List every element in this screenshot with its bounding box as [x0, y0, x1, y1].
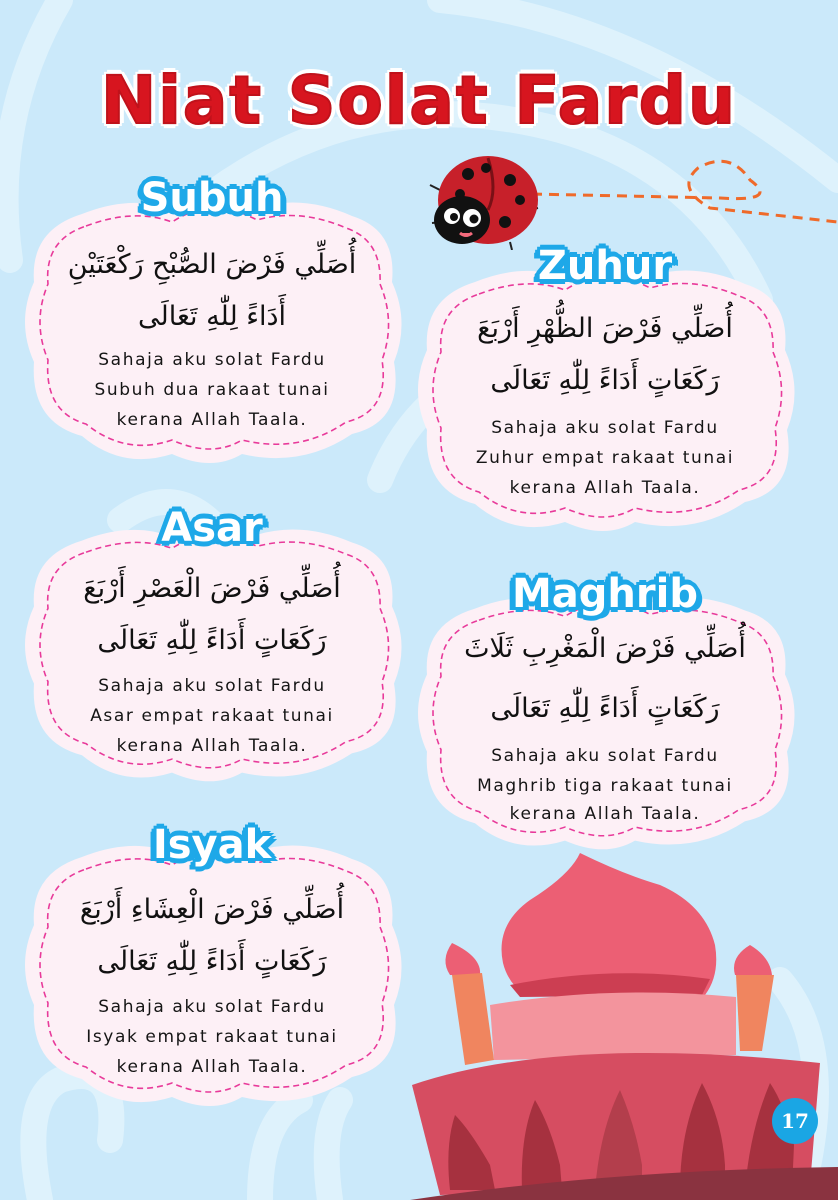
rumi-line-3: kerana Allah Taala.	[509, 804, 701, 824]
rumi-line-2: Zuhur empat rakaat tunai	[475, 448, 735, 468]
rumi-line-2: Asar empat rakaat tunai	[90, 706, 334, 726]
ladybug-icon	[420, 150, 838, 250]
page-number-badge: 17	[772, 1098, 818, 1144]
arabic-line-2: أَدَاءً لِلّٰهِ تَعَالَى	[137, 301, 287, 332]
rumi-line-3: kerana Allah Taala.	[509, 478, 701, 498]
arabic-line-1: أُصَلِّي فَرْضَ الْمَغْرِبِ ثَلَاثَ	[464, 633, 746, 664]
page-title: Niat Solat Fardu	[100, 62, 738, 139]
prayer-card-subuh	[22, 172, 402, 472]
rumi-line-2: Isyak empat rakaat tunai	[86, 1027, 338, 1047]
arabic-line-1: أُصَلِّي فَرْضَ الصُّبْحِ رَكْعَتَيْنِ	[67, 249, 357, 280]
prayer-card-zuhur	[415, 240, 795, 540]
arabic-line-1: أُصَلِّي فَرْضَ الْعِشَاءِ أَرْبَعَ	[79, 894, 345, 925]
rumi-line-1: Sahaja aku solat Fardu	[491, 418, 719, 438]
rumi-line-3: kerana Allah Taala.	[116, 736, 308, 756]
prayer-name: Subuh	[140, 175, 284, 221]
rumi-line-1: Sahaja aku solat Fardu	[98, 676, 326, 696]
prayer-name: Asar	[161, 505, 263, 551]
prayer-name: Zuhur	[537, 243, 673, 289]
rumi-line-2: Subuh dua rakaat tunai	[94, 380, 330, 400]
prayer-card-isyak	[22, 815, 402, 1115]
arabic-line-2: رَكَعَاتٍ أَدَاءً لِلّٰهِ تَعَالَى	[97, 946, 327, 977]
arabic-line-2: رَكَعَاتٍ أَدَاءً لِلّٰهِ تَعَالَى	[490, 365, 720, 396]
rumi-line-1: Sahaja aku solat Fardu	[98, 350, 326, 370]
prayer-name: Maghrib	[512, 571, 698, 617]
arabic-line-1: أُصَلِّي فَرْضَ الظُّهْرِ أَرْبَعَ	[477, 313, 733, 344]
arabic-line-2: رَكَعَاتٍ أَدَاءً لِلّٰهِ تَعَالَى	[97, 625, 327, 656]
rumi-line-3: kerana Allah Taala.	[116, 410, 308, 430]
prayer-name: Isyak	[152, 822, 272, 868]
rumi-line-3: kerana Allah Taala.	[116, 1057, 308, 1077]
rumi-line-1: Sahaja aku solat Fardu	[98, 997, 326, 1017]
prayer-card-asar	[22, 500, 402, 790]
prayer-card-maghrib	[415, 568, 795, 858]
arabic-line-1: أُصَلِّي فَرْضَ الْعَصْرِ أَرْبَعَ	[83, 573, 341, 604]
mosque-icon	[410, 845, 838, 1200]
arabic-line-2: رَكَعَاتٍ أَدَاءً لِلّٰهِ تَعَالَى	[490, 693, 720, 724]
rumi-line-1: Sahaja aku solat Fardu	[491, 746, 719, 766]
rumi-line-2: Maghrib tiga rakaat tunai	[477, 776, 733, 796]
